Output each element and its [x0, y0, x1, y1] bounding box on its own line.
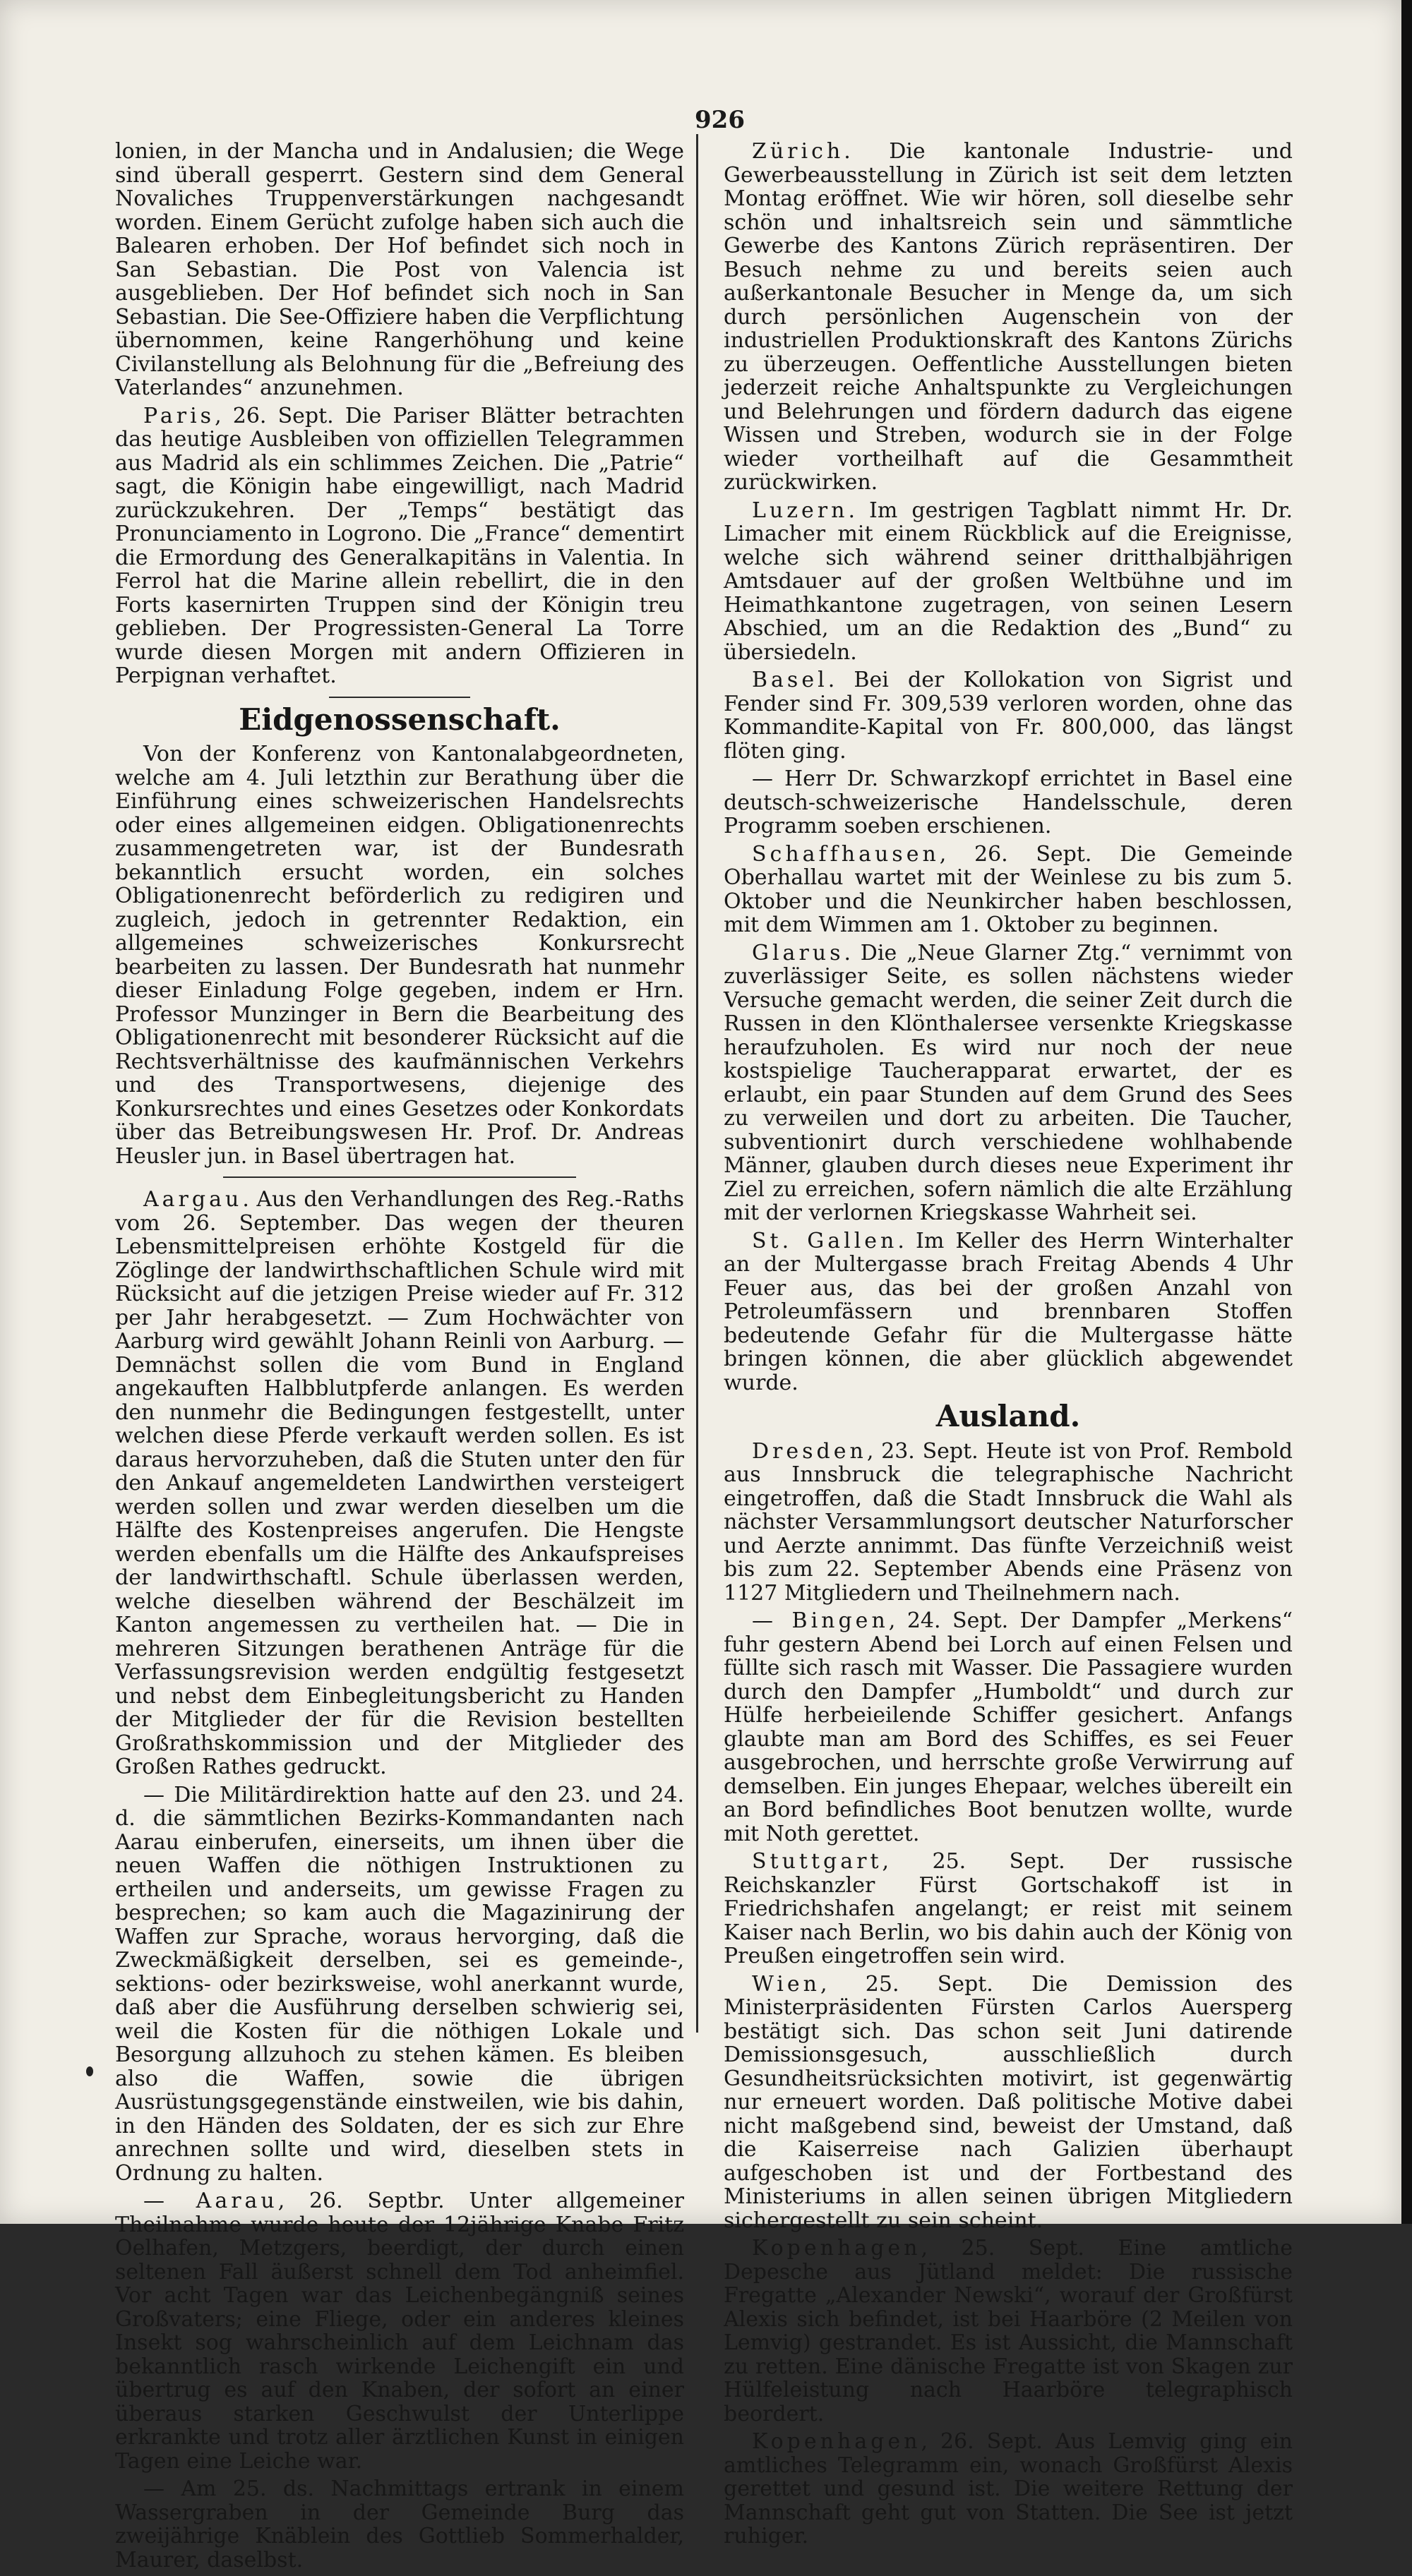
stgallen-report [724, 1229, 1293, 1395]
dateline-place: Dresden [752, 1438, 867, 1464]
glarus-report [724, 941, 1293, 1225]
burg-report: — Am 25. ds. Nachmittags ertrank in einem Wassergraben in der Gemeinde Burg das zweijährige Knäblein des Gottlieb Sommerhalder, Maurer, daselbst. [115, 2476, 684, 2572]
dateline-place: St. Gallen [752, 1228, 898, 1253]
luzern-report [724, 499, 1293, 665]
zuerich-report [724, 140, 1293, 495]
basel-report [724, 668, 1293, 763]
paris-report [115, 404, 684, 688]
dateline-place: Kopenhagen [752, 2429, 921, 2454]
kopenhagen-update-report [724, 2430, 1293, 2548]
ink-blot [86, 2066, 93, 2076]
dateline-place: Wien [752, 1971, 820, 1997]
article-text: , 26. Sept. Die Pariser Blätter betrachten das heutige Ausbleiben von offiziellen Telegrammen aus Madrid als ein schlimmes Zeichen. Die „Patrie“ sagt, die Königin habe eingewilligt, nach Madrid zurückzukehren. Der „Temps“ bestätigt das Pronunciamento in Logrono. Die „France“ dementirt die Ermordung des Generalkapitäns in Valentia. In Ferrol hat die Marine allein rebellirt, die in den Forts kasernirten Truppen sind der Königin treu geblieben. Der Progressisten-General La Torre wurde diesen Morgen mit andern Offizieren in Perpignan verhaftet. [115, 403, 684, 688]
article-text: . Die „Neue Glarner Ztg.“ vernimmt von zuverlässiger Seite, es sollen nächstens wieder Versuche gemacht werden, die seiner Zeit durch die Russen in den Klönthalersee versenkte Kriegskasse heraufzuholen. Es wird nur noch der neue kostspielige Taucherapparat erwartet, der es erlaubt, ein paar Stunden auf dem Grund des Sees zu verweilen und dort zu arbeiten. Die Taucher, subventionirt durch verschiedene wohlhabende Männer, glauben durch dieses neue Experiment ihr Ziel zu erreichen, sofern nämlich die alte Erzählung mit der verlornen Kriegskasse Wahrheit sei. [724, 940, 1293, 1225]
schaffhausen-report [724, 843, 1293, 937]
separator-rule [223, 1176, 576, 1178]
dateline-place: Schaffhausen [752, 841, 940, 867]
aarau-report [115, 2189, 684, 2473]
dateline-place: Kopenhagen [752, 2236, 921, 2261]
article-text: , 25. Sept. Der russische Reichskanzler Fürst Gortschakoff ist in Friedrichshafen angelangt; er reist mit seinem Kaiser nach Berlin, wo bis dahin auch der König von Preußen eingetroffen sein wird. [724, 1849, 1293, 1968]
dateline-place: Glarus [752, 940, 844, 965]
federal-law-report: Von der Konferenz von Kantonalabgeordneten, welche am 4. Juli letzthin zur Berathung über die Einführung eines schweizerischen Handelsrechts oder eines allgemeinen eidgen. Obligationenrechts zusammengetreten war, ist der Bundesrath bekanntlich ersucht worden, ein solches Obligationenrecht beförderlich zu redigiren und zugleich, jedoch in getrennter Redaktion, ein allgemeines schweizerisches Konkursrecht bearbeiten zu lassen. Der Bundesrath hat nunmehr dieser Einladung Folge gegeben, indem er Hrn. Professor Munzinger in Bern die Bearbeitung des Obligationenrecht mit besonderer Rücksicht auf die Rechtsverhältnisse des kaufmännischen Verkehrs und des Transportwesens, diejenige des Konkursrechtes und eines Gesetzes oder Konkordats über das Betreibungswesen Hr. Prof. Dr. Andreas Heusler jun. in Basel übertragen hat. [115, 742, 684, 1169]
basel-school-report: — Herr Dr. Schwarzkopf errichtet in Basel eine deutsch-schweizerische Handelsschule, deren Programm soeben erschienen. [724, 766, 1293, 838]
military-report: — Die Militärdirektion hatte auf den 23. und 24. d. die sämmtlichen Bezirks-Kommandanten nach Aarau einberufen, einerseits, um ihnen über die neuen Waffen die nöthigen Instruktionen zu ertheilen und anderseits, um gewisse Fragen zu besprechen; so kam auch die Magazinirung der Waffen zur Sprache, woraus hervorging, daß die Zweckmäßigkeit derselben, sei es gemeinde-, sektions- oder bezirksweise, wohl anerkannt wurde, daß aber die Ausführung derselben schwierig sei, weil die Kosten für die nöthigen Lokale und Besorgung allzuhoch zu stehen kämen. Es bleiben also die Waffen, sowie die übrigen Ausrüstungsgegenstände einstweilen, wie bis dahin, in den Händen des Soldaten, der es sich zur Ehre anrechnen sollte und wird, dieselben stets in Ordnung zu halten. [115, 1782, 684, 2186]
dateline-place: Basel [752, 668, 828, 692]
column-divider [696, 134, 698, 2033]
section-heading-eidgenossenschaft: Eidgenossenschaft. [239, 702, 561, 737]
separator-rule [329, 697, 470, 698]
spain-report-continued: lonien, in der Mancha und in Andalusien; die Wege sind überall gesperrt. Gestern sind dem General Novaliches Truppenverstärkungen nachgesandt worden. Einem Gerücht zufolge haben sich auch die Balearen erhoben. Der Hof befindet sich noch in San Sebastian. Die Post von Valencia ist ausgeblieben. Der Hof befindet sich noch in San Sebastian. Die See-Offiziere haben die Verpflichtung übernommen, keine Rangerhöhung und keine Civilanstellung als Belohnung für die „Befreiung des Vaterlandes“ anzunehmen. [115, 139, 684, 400]
wien-report [724, 1973, 1293, 2233]
right-column [724, 140, 1293, 2553]
article-text: , 26. Sept. Die Gemeinde Oberhallau wartet mit der Weinlese zu bis zum 5. Oktober und die Neunkircher haben beschlossen, mit dem Wimmen am 1. Oktober zu beginnen. [724, 841, 1293, 937]
article-text: . Im gestrigen Tagblatt nimmt Hr. Dr. Limacher mit einem Rückblick auf die Ereignisse, welche sich während seiner dritthalbjährigen Amtsdauer auf der großen Weltbühne und im Heimathkantone zugetragen, von seinen Lesern Abschied, um an die Redaktion des „Bund“ zu übersiedeln. [724, 498, 1293, 665]
left-column [115, 140, 684, 2576]
article-text: , 23. Sept. Heute ist von Prof. Rembold aus Innsbruck die telegraphische Nachricht eingetroffen, daß die Stadt Innsbruck die Wahl als nächster Versammlungsort deutscher Naturforscher und Aerzte annimmt. Das fünfte Verzeichniß weist bis zum 22. September Abends eine Präsenz von 1127 Mitgliedern und Theilnehmern nach. [724, 1438, 1293, 1606]
page-number: 926 [695, 106, 745, 134]
article-text: . Bei der Kollokation von Sigrist und Fender sind Fr. 309,539 verloren worden, ohne das Kommandite-Kapital von Fr. 800,000, das längst flöten ging. [724, 668, 1293, 764]
article-text: , 26. Septbr. Unter allgemeiner Theilnahme wurde heute der 12jährige Knabe Fritz Oelhafen, Metzgers, beerdigt, der durch einen seltenen Fall äußerst schnell dem Tod anheimfiel. Vor acht Tagen war das Leichenbegängniß seines Großvaters; eine Fliege, oder ein anderes kleines Insekt sog wahrscheinlich auf dem Leichnam das bekanntlich rasch wirkende Leichengift ein und übertrug es auf den Knaben, der sofort an einer überaus starken Geschwulst der Unterlippe erkrankte und trotz aller ärztlichen Kunst in einigen Tagen eine Leiche war. [115, 2189, 684, 2474]
article-text: . Im Keller des Herrn Winterhalter an der Multergasse brach Freitag Abends 4 Uhr Feuer aus, das bei der großen Anzahl von Petroleumfässern und brennbaren Stoffen bedeutende Gefahr für die Multergasse hätte bringen können, die aber glücklich abgewendet wurde. [724, 1228, 1293, 1395]
dateline-place: Luzern [752, 498, 849, 523]
article-text: , 24. Sept. Der Dampfer „Merkens“ fuhr gestern Abend bei Lorch auf einen Felsen und füllte sich rasch mit Wasser. Die Passagiere wurden durch den Dampfer „Humboldt“ und durch zur Hülfe herbeieilende Schiffer gesichert. Anfangs glaubte man am Bord des Schiffes, es sei Feuer ausgebrochen, und herrschte große Verwirrung auf demselben. Ein junges Ehepaar, welches übereilt ein an Bord befindliches Boot benutzen wollte, wurde mit Noth gerettet. [724, 1608, 1293, 1846]
article-text: , 25. Sept. Eine amtliche Depesche aus Jütland meldet: Die russische Fregatte „Alexander Newski“, worauf der Großfürst Alexis sich befindet, ist bei Haarböre (2 Meilen von Lemvig) gestrandet. Es ist Aussicht, die Mannschaft zu retten. Eine dänische Fregatte ist von Skagen zur Hülfeleistung nach Haarböre telegraphisch beordert. [724, 2236, 1293, 2426]
article-text: , 26. Sept. Aus Lemvig ging ein amtliches Telegramm ein, wonach Großfürst Alexis gerettet und gesund ist. Die weitere Rettung der Mannschaft geht gut von Statten. Die See ist jetzt ruhiger. [724, 2429, 1293, 2548]
aargau-report [115, 1188, 684, 1779]
section-heading-ausland: Ausland. [935, 1399, 1081, 1433]
dateline-place: Stuttgart [752, 1849, 882, 1874]
dateline-place: Aargau [143, 1187, 243, 1212]
dresden-report [724, 1440, 1293, 1606]
dateline-place: Zürich [752, 139, 844, 164]
dateline-place: Paris [143, 403, 215, 428]
bingen-report [724, 1609, 1293, 1846]
article-text: . Aus den Verhandlungen des Reg.-Raths vom 26. September. Das wegen der theuren Lebensmittelpreisen erhöhte Kostgeld für die Zöglinge der landwirthschaftlichen Schule wird mit Rücksicht auf die jetzigen Preise wieder auf Fr. 312 per Jahr herabgesetzt. — Zum Hochwächter von Aarburg wird gewählt Johann Reinli von Aarburg. — Demnächst sollen die vom Bund in England angekauften Halbblutpferde anlangen. Es werden den nunmehr die Bedingungen festgestellt, unter welchen diese Pferde verkauft werden sollen. Es ist daraus hervorzuheben, daß die Stuten unter den für den Ankauf angemeldeten Landwirthen versteigert werden sollen und zwar werden dieselben um die Hälfte des Kostenpreises angerufen. Die Hengste werden ebenfalls um die Hälfte des Ankaufspreises der landwirthschaftl. Schule überlassen werden, welche dieselben während der Beschälzeit im Kanton angemessen zu vertheilen hat. — Die in mehreren Sitzungen berathenen Anträge für die Verfassungsrevision werden endgültig festgesetzt und nebst dem Einbegleitungsbericht zu Handen der Mitglieder der für die Revision bestellten Großrathskommission und der Mitglieder des Großen Rathes gedruckt. [115, 1187, 684, 1779]
kopenhagen-report [724, 2237, 1293, 2426]
article-text: . Die kantonale Industrie- und Gewerbeausstellung in Zürich ist seit dem letzten Montag eröffnet. Wie wir hören, soll dieselbe sehr schön und inhaltsreich sein und sämmtliche Gewerbe des Kantons Zürich repräsentiren. Der Besuch nehme zu und bereits seien auch außerkantonale Besucher in Menge da, um sich durch persönlichen Augenschein von der industriellen Produktionskraft des Kantons Zürichs zu überzeugen. Oeffentliche Ausstellungen bieten jederzeit reiche Anhaltspunkte zu Vergleichungen und Belehrungen und fördern dadurch das eigene Wissen und Streben, wodurch sie in der Folge wieder vortheilhaft auf die Gesammtheit zurückwirken. [724, 139, 1293, 495]
stuttgart-report [724, 1850, 1293, 1968]
article-text: , 25. Sept. Die Demission des Ministerpräsidenten Fürsten Carlos Auersperg bestätigt sich. Das schon seit Juni datirende Demissionsgesuch, ausschließlich durch Gesundheitsrücksichten motivirt, ist gegenwärtig nur erneuert worden. Daß politische Motive dabei nicht maßgebend sind, beweist der Umstand, daß die Kaiserreise nach Galizien überhaupt aufgeschoben ist und der Fortbestand des Ministeriums in allen seinen übrigen Mitgliedern sichergestellt zu sein scheint. [724, 1971, 1293, 2233]
dateline-place: — Bingen [752, 1608, 889, 1633]
dateline-place: — Aarau [143, 2189, 278, 2213]
scan-border [1401, 0, 1412, 2224]
